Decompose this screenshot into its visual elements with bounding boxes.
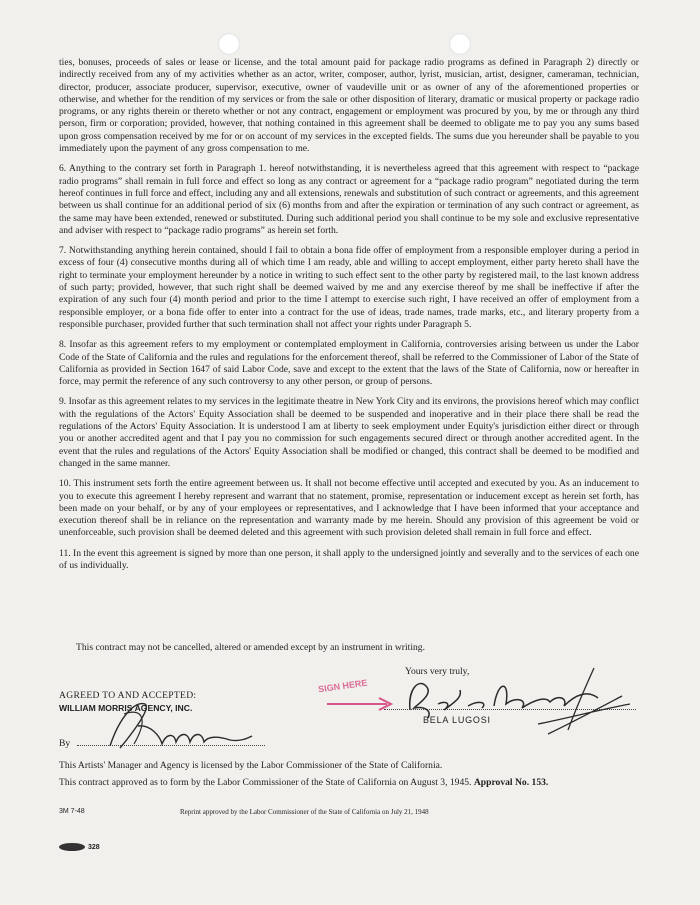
union-number: 328 [88,843,100,851]
paragraph-6: 6. Anything to the contrary set forth in Paragraph 1. hereof notwithstanding, it is nevertheless agreed that this agreement with respect to “package radio programs” shall remain in full force and effect so long as any contract or agreement for a “package radio program” negotiated during the term hereof continues in full force and effect, including any and all extensions, renewals and substitution of such contract or agreements, and this agreement between us shall continue for an additional period of six (6) months from and after the expiration or termination of any such contract or agreement, as the same may have been extended, renewed or substituted. During such additional period you shall continue to be my sole and exclusive representative and adviser with respect to “package radio programs” as herein set forth. [59,163,639,236]
punch-hole [449,33,471,55]
closing-statement: This contract may not be cancelled, altered or amended except by an instrument in writing. [76,642,425,653]
paragraph-8: 8. Insofar as this agreement refers to my employment or contemplated employment in California, controversies arising between us under the Labor Code of the State of California and the rules and regulations for the enforcement thereof, shall be referred to the Commissioner of Labor of the State of California as provided in Section 1647 of said Labor Code, save and except to the extent that the laws of the State of California, now or hereafter in force, may permit the reference of any such controversy to any other person, or group of persons. [59,339,639,388]
license-statement: This Artists' Manager and Agency is licensed by the Labor Commissioner of the State of California. [59,760,443,771]
paragraph-9: 9. Insofar as this agreement relates to my services in the legitimate theatre in New York City and its environs, the provisions hereof which may conflict with the regulations of the Actors' Equity Association shall be deemed to be suspended and inoperative and in their place there shall be read the regulations of the Actors' Equity Association. It is understood I am at liberty to seek employment under Equity's jurisdiction either direct or through you or another accredited agent and that I pay you no commission for such engagements secured direct or through another accredited agent. In the event that the rules and regulations of the Actors' Equity Association shall be modified or changed, this contract shall be deemed to be modified and changed in the same manner. [59,396,639,469]
agency-signature-image [90,696,260,756]
valediction: Yours very truly, [405,666,470,677]
paragraph-11: 11. In the event this agreement is signed by more than one person, it shall apply to the undersigned jointly and severally and to the services of each one of us individually. [59,547,639,571]
reprint-note: Reprint approved by the Labor Commissioner of the State of California on July 21, 1948 [180,808,429,816]
sign-here-stamp [318,678,368,695]
contract-body [59,57,639,580]
agency-name: WILLIAM MORRIS AGENCY, INC. [59,703,193,713]
punch-hole [218,33,240,55]
paragraph-7: 7. Notwithstanding anything herein contained, should I fail to obtain a bona fide offer of employment from a responsible employer during a period in excess of four (4) consecutive months during all of which time I am ready, able and willing to accept employment, either party hereto shall have the right to terminate your employment hereunder by a notice in writing to such effect sent to the other party by registered mail, to the last known address of such party; provided, however, that such right shall be deemed waived by me and any exercise thereof by me shall be ineffective if after the expiration of any such four (4) month period and prior to the time I attempt to exercise such right, I have received an offer of employment from a responsible employer, or a bona fide offer to enter into a contract for the use of ideas, trade names, trade marks, etc., and literary property from a responsible purchaser, provided further that such termination shall not affect your rights under Paragraph 5. [59,245,639,330]
approval-text: This contract approved as to form by the Labor Commissioner of the State of California on August 3, 1945. [59,777,472,788]
agreed-accepted-label: AGREED TO AND ACCEPTED: [59,690,197,701]
paragraph-5-continued: ties, bonuses, proceeds of sales or lease or license, and the total amount paid for package radio programs as defined in Paragraph 2) directly or indirectly received from any of my activities whether as an actor, writer, composer, author, lyrist, musician, artist, designer, cameraman, technician, director, producer, associate producer, supervisor, executive, owner of vaudeville unit or as owner of any of the aforementioned properties or otherwise, and whether for the rendition of my services or from the sale or other disposition of literary, dramatic or musical property or package radio programs, or any rights therein or thereto whether or not any contract, engagement or employment was procured by you, by me or through any third person, firm or corporation; provided, however, that nothing contained in this agreement shall be deemed to obligate me to pay you any sums based upon gross compensation received by me for or on account of my services in the excepted fields. The sums due you hereunder shall be payable to you immediately upon the payment of any gross compensation to me. [59,57,639,155]
approval-number: Approval No. 153. [473,777,549,788]
paragraph-10: 10. This instrument sets forth the entire agreement between us. It shall not become effective until accepted and executed by you. As an inducement to you to execute this agreement I hereby represent and warrant that no statement, promise, representation or inducement except as herein set forth, has been made on your behalf, or by any of your employees or representatives, and I acknowledge that I have been informed that your acceptance and execution thereof shall be in reliance on the representation and warranty made by me herein. Should any provision of this agreement be void or unenforceable, such provision shall be deemed deleted and this agreement with such provision deleted shall remain in full force and effect. [59,478,639,539]
by-label: By [59,738,71,749]
union-label-icon [59,843,85,851]
union-bug [59,843,100,851]
form-code: 3M 7-48 [59,808,85,815]
approval-statement [59,777,548,788]
artist-name: BELA LUGOSI [423,715,491,725]
stamp-text: SIGN HERE [317,677,368,695]
artist-signature-image [398,660,638,740]
